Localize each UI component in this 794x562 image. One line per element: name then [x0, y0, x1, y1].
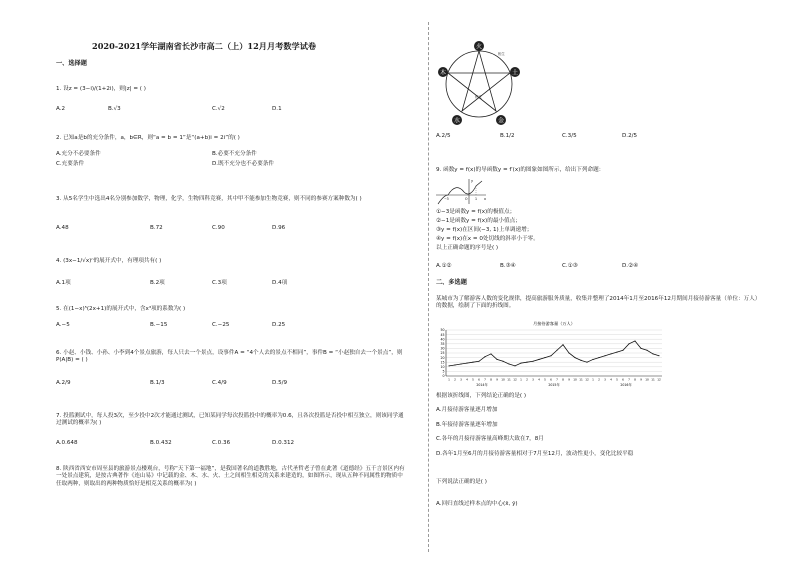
- q1-option-a[interactable]: A.2: [56, 106, 66, 112]
- chart-x-tick-label: 2: [454, 377, 456, 382]
- q8-option-a[interactable]: A.2/5: [436, 133, 451, 139]
- q9-label-1: 1: [475, 197, 478, 201]
- chart-y-tick-label: 40: [440, 337, 445, 342]
- chart-point: [550, 355, 551, 356]
- q9-label-y: y: [471, 179, 474, 183]
- chart-x-tick-label: 5: [616, 377, 618, 382]
- q1-stem: 1. 设z = (3−i)/(1+2i)，则|z| = ( ): [56, 86, 146, 92]
- q9-statement-4: ④y = f(x)在x = 0处切线的斜率小于零。: [436, 236, 539, 242]
- page-title: 2020-2021学年湖南省长沙市高二（上）12月月考数学试卷: [92, 41, 317, 51]
- chart-point: [646, 350, 647, 351]
- chart-x-tick-label: 6: [550, 377, 552, 382]
- chart-point: [544, 357, 545, 358]
- q8-stem: 8. 陕西省西安市周至县的旅游景点楼观台，号称“天下第一福地”，是我国著名的道教胜地，古代圣哲老子曾在此著《道德经》五千言景区内有一处景点建筑，是按古典著作《连山易》中记载的金、木、水、火、土之间相生相克的关系来建造的，如图所示，现从五种不同属性的物质中任取两种，则取出的两种物质恰好是相克关系的概率为( ): [56, 466, 405, 487]
- chart-point: [658, 355, 659, 356]
- q4-option-d[interactable]: D.4项: [272, 280, 288, 286]
- wuxing-node-earth: [510, 67, 520, 77]
- chart-point: [508, 363, 509, 364]
- chart-point: [460, 363, 461, 364]
- chart-x-tick-label: 8: [562, 377, 564, 382]
- q3-option-a[interactable]: A.48: [56, 225, 69, 231]
- chart-point: [466, 363, 467, 364]
- q9-label-x: x: [484, 197, 487, 201]
- svg-text:火: 火: [475, 43, 483, 51]
- q3-option-d[interactable]: D.96: [272, 225, 286, 231]
- chart-y-tick-label: 25: [440, 351, 445, 356]
- chart-x-tick-label: 5: [544, 377, 546, 382]
- chart-y-tick-label: 30: [440, 346, 445, 351]
- q11-option-a[interactable]: A.回归直线过样本点的中心(x̄, ȳ): [436, 501, 518, 507]
- chart-point: [616, 352, 617, 353]
- section-multi: 二、多选题: [436, 279, 467, 286]
- chart-point: [598, 357, 599, 358]
- q9-derivative-graph: [436, 178, 488, 205]
- chart-point: [556, 350, 557, 351]
- wuxing-star: [448, 51, 510, 111]
- q6-stem: 6. 小赵、小钱、小孙、小李到4个景点旅游，每人只去一个景点，设事件A = “4个人去的景点不相同”，事件B = “小赵独自去一个景点”，则P(A|B) = ( ): [56, 350, 403, 364]
- q6-option-c[interactable]: C.4/9: [212, 380, 227, 386]
- chart-x-tick-label: 9: [568, 377, 570, 382]
- chart-x-tick-label: 8: [490, 377, 492, 382]
- chart-x-tick-label: 6: [622, 377, 624, 382]
- q3-stem: 3. 从5名学生中选出4名分别参加数学，物理，化学，生物四科竞赛，其中甲不能参加生物竞赛，则不同的参赛方案种数为( ): [56, 196, 362, 202]
- q6-option-d[interactable]: D.5/9: [272, 380, 288, 386]
- chart-x-tick-label: 3: [604, 377, 606, 382]
- chart-point: [610, 353, 611, 354]
- q1-option-d[interactable]: D.1: [272, 106, 282, 112]
- q10-line-chart: [434, 318, 666, 392]
- q9-option-a[interactable]: A.①②: [436, 263, 452, 269]
- chart-point: [526, 362, 527, 363]
- chart-x-tick-label: 1: [520, 377, 522, 382]
- q1-option-c[interactable]: C.√2: [212, 106, 225, 112]
- q9-stem: 9. 函数y = f(x)的导函数y = f′(x)的图象如图所示，给出下列命题：: [436, 167, 605, 173]
- chart-x-tick-label: 2: [598, 377, 600, 382]
- q9-statement-1: ①−3是函数y = f(x)的极值点；: [436, 209, 516, 215]
- q9-option-c[interactable]: C.①③: [562, 263, 578, 269]
- chart-point: [592, 359, 593, 360]
- chart-x-tick-label: 2: [526, 377, 528, 382]
- chart-y-tick-label: 45: [440, 332, 445, 337]
- chart-x-tick-label: 1: [592, 377, 594, 382]
- chart-y-tick-label: 5: [442, 369, 445, 374]
- q3-option-b[interactable]: B.72: [150, 225, 163, 231]
- chart-y-tick-label: 20: [440, 355, 445, 360]
- chart-x-tick-label: 7: [484, 377, 486, 382]
- chart-year-label: 2016年: [620, 383, 632, 387]
- chart-point: [448, 365, 449, 366]
- chart-x-tick-label: 4: [466, 377, 468, 382]
- chart-year-label: 2015年: [548, 383, 560, 387]
- q2-option-c[interactable]: C.充要条件: [56, 161, 85, 167]
- chart-y-tick-label: 15: [440, 360, 445, 365]
- q10-option-d[interactable]: D.各年1月至6月的月接待游客量相对于7月至12月，波动性更小，变化比较平稳: [436, 451, 634, 457]
- chart-x-tick-label: 10: [573, 377, 577, 382]
- q10-prompt: 根据该折线图，下列结论正确的是( ): [436, 393, 527, 399]
- chart-point: [520, 363, 521, 364]
- q6-option-b[interactable]: B.1/3: [150, 380, 165, 386]
- svg-text:木: 木: [439, 69, 447, 77]
- chart-x-tick-label: 8: [634, 377, 636, 382]
- q4-option-a[interactable]: A.1项: [56, 280, 71, 286]
- chart-point: [634, 340, 635, 341]
- chart-y-tick-label: 50: [440, 328, 445, 333]
- chart-x-tick-label: 10: [645, 377, 649, 382]
- chart-x-tick-label: 11: [507, 377, 511, 382]
- q8-option-c[interactable]: C.3/5: [562, 133, 577, 139]
- chart-point: [490, 353, 491, 354]
- chart-x-tick-label: 12: [513, 377, 517, 382]
- chart-x-tick-label: 10: [501, 377, 505, 382]
- chart-point: [568, 352, 569, 353]
- chart-point: [622, 350, 623, 351]
- wuxing-label-sheng: 相生: [498, 52, 505, 56]
- chart-point: [502, 361, 503, 362]
- q2-stem: 2. 已知a是b的充分条件，a，b∈R，则“a = b = 1”是“(a+b)i = 2i”的( ): [56, 135, 240, 141]
- q11-stem: 下列说法正确的是( ): [436, 479, 487, 485]
- q3-option-c[interactable]: C.90: [212, 225, 225, 231]
- left-column: [56, 0, 412, 562]
- q10-option-a[interactable]: A.月接待游客量逐月增加: [436, 407, 498, 413]
- q9-label-neg3: −3: [444, 197, 449, 201]
- svg-text:水: 水: [453, 117, 461, 125]
- chart-point: [652, 353, 653, 354]
- chart-x-tick-label: 7: [556, 377, 558, 382]
- chart-year-label: 2014年: [476, 383, 488, 387]
- chart-point: [532, 361, 533, 362]
- q2-option-a[interactable]: A.充分不必要条件: [56, 151, 101, 157]
- chart-x-tick-label: 11: [579, 377, 583, 382]
- chart-x-tick-label: 9: [496, 377, 498, 382]
- q10-option-c[interactable]: C.各年的月接待游客量高峰期大致在7，8月: [436, 436, 544, 442]
- chart-point: [478, 361, 479, 362]
- q7-stem: 7. 投篮测试中，每人投3次，至少投中2次才能通过测试，已知某同学每次投篮投中的概率为0.6，且各次投篮是否投中相互独立，则该同学通过测试的概率为( ): [56, 413, 404, 427]
- chart-x-tick-label: 9: [640, 377, 642, 382]
- q8-option-b[interactable]: B.1/2: [500, 133, 515, 139]
- column-divider: [428, 22, 429, 552]
- chart-point: [628, 343, 629, 344]
- q5-option-a[interactable]: A.−5: [56, 322, 70, 328]
- chart-point: [472, 362, 473, 363]
- wuxing-node-metal: [496, 115, 506, 125]
- q10-stem: 某城市为了解游客人数的变化规律，提高旅游服务质量，收集并整理了2014年1月至2016年12月期间月接待游客量（单位：万人）的数据，绘制了下面的折线图。: [436, 296, 761, 310]
- chart-x-tick-label: 12: [657, 377, 661, 382]
- chart-year-labels: [476, 382, 632, 387]
- section-choice: 一、选择题: [56, 60, 87, 67]
- q5-option-d[interactable]: D.25: [272, 322, 286, 328]
- chart-x-tick-label: 4: [538, 377, 540, 382]
- q5-stem: 5. 在(1−x)⁵(2x+1)的展开式中，含x³项的系数为( ): [56, 306, 186, 312]
- chart-x-tick-label: 1: [448, 377, 450, 382]
- q9-option-d[interactable]: D.②④: [622, 263, 639, 269]
- q7-option-c[interactable]: C.0.36: [212, 440, 231, 446]
- q2-option-d[interactable]: D.既不充分也不必要条件: [212, 161, 275, 167]
- q7-option-b[interactable]: B.0.432: [150, 440, 172, 446]
- wuxing-node-water: [452, 115, 462, 125]
- chart-point: [580, 360, 581, 361]
- chart-point: [496, 359, 497, 360]
- chart-y-tick-label: 10: [440, 365, 445, 369]
- q7-option-a[interactable]: A.0.648: [56, 440, 78, 446]
- svg-text:金: 金: [497, 117, 505, 125]
- right-column: [434, 0, 768, 562]
- wuxing-circle: [446, 51, 512, 117]
- q4-option-b[interactable]: B.2项: [150, 280, 165, 286]
- q5-option-c[interactable]: C.−25: [212, 322, 230, 328]
- chart-x-tick-label: 5: [472, 377, 474, 382]
- chart-point: [640, 348, 641, 349]
- wuxing-node-wood: [438, 67, 448, 77]
- q4-stem: 4. (3x−1/√x)ⁿ的展开式中，有理项共有( ): [56, 258, 162, 264]
- chart-title: 月接待游客量（万人）: [533, 321, 575, 326]
- q9-statement-2: ②−1是函数y = f(x)的最小值点；: [436, 218, 521, 224]
- wuxing-label-ke: 相克: [475, 95, 482, 99]
- q9-label-origin: O: [465, 197, 468, 201]
- chart-point: [484, 356, 485, 357]
- chart-y-tick-label: 0: [442, 374, 445, 379]
- chart-point: [574, 357, 575, 358]
- q4-option-c[interactable]: C.3项: [212, 280, 227, 286]
- q9-statement-3: ③y = f(x)在区间(−3, 1)上单调递增；: [436, 227, 533, 233]
- chart-y-ticks: [440, 328, 444, 378]
- chart-x-tick-label: 12: [585, 377, 589, 382]
- chart-x-tick-label: 3: [532, 377, 534, 382]
- chart-x-tick-label: 7: [628, 377, 630, 382]
- q8-option-d[interactable]: D.2/5: [622, 133, 638, 139]
- chart-point: [586, 362, 587, 363]
- q2-option-b[interactable]: B.必要不充分条件: [212, 151, 257, 157]
- chart-x-tick-label: 6: [478, 377, 480, 382]
- chart-point: [454, 364, 455, 365]
- wuxing-node-fire: [474, 41, 484, 51]
- chart-point: [604, 355, 605, 356]
- chart-y-tick-label: 35: [440, 342, 445, 346]
- q10-option-b[interactable]: B.年接待游客量逐年增加: [436, 422, 498, 428]
- svg-text:土: 土: [511, 69, 519, 77]
- q9-option-b[interactable]: B.③④: [500, 263, 516, 269]
- q1-option-b[interactable]: B.√3: [108, 106, 121, 112]
- wuxing-diagram: [434, 36, 524, 128]
- q9-answer-prompt: 以上正确命题的序号是( ): [436, 245, 499, 251]
- q5-option-b[interactable]: B.−15: [150, 322, 168, 328]
- chart-x-tick-label: 11: [651, 377, 655, 382]
- q6-option-a[interactable]: A.2/9: [56, 380, 71, 386]
- chart-x-tick-label: 4: [610, 377, 612, 382]
- chart-x-ticks: [448, 378, 661, 382]
- chart-point: [514, 365, 515, 366]
- chart-x-tick-label: 3: [460, 377, 462, 382]
- q7-option-d[interactable]: D.0.312: [272, 440, 295, 446]
- chart-point: [538, 359, 539, 360]
- chart-point: [562, 344, 563, 345]
